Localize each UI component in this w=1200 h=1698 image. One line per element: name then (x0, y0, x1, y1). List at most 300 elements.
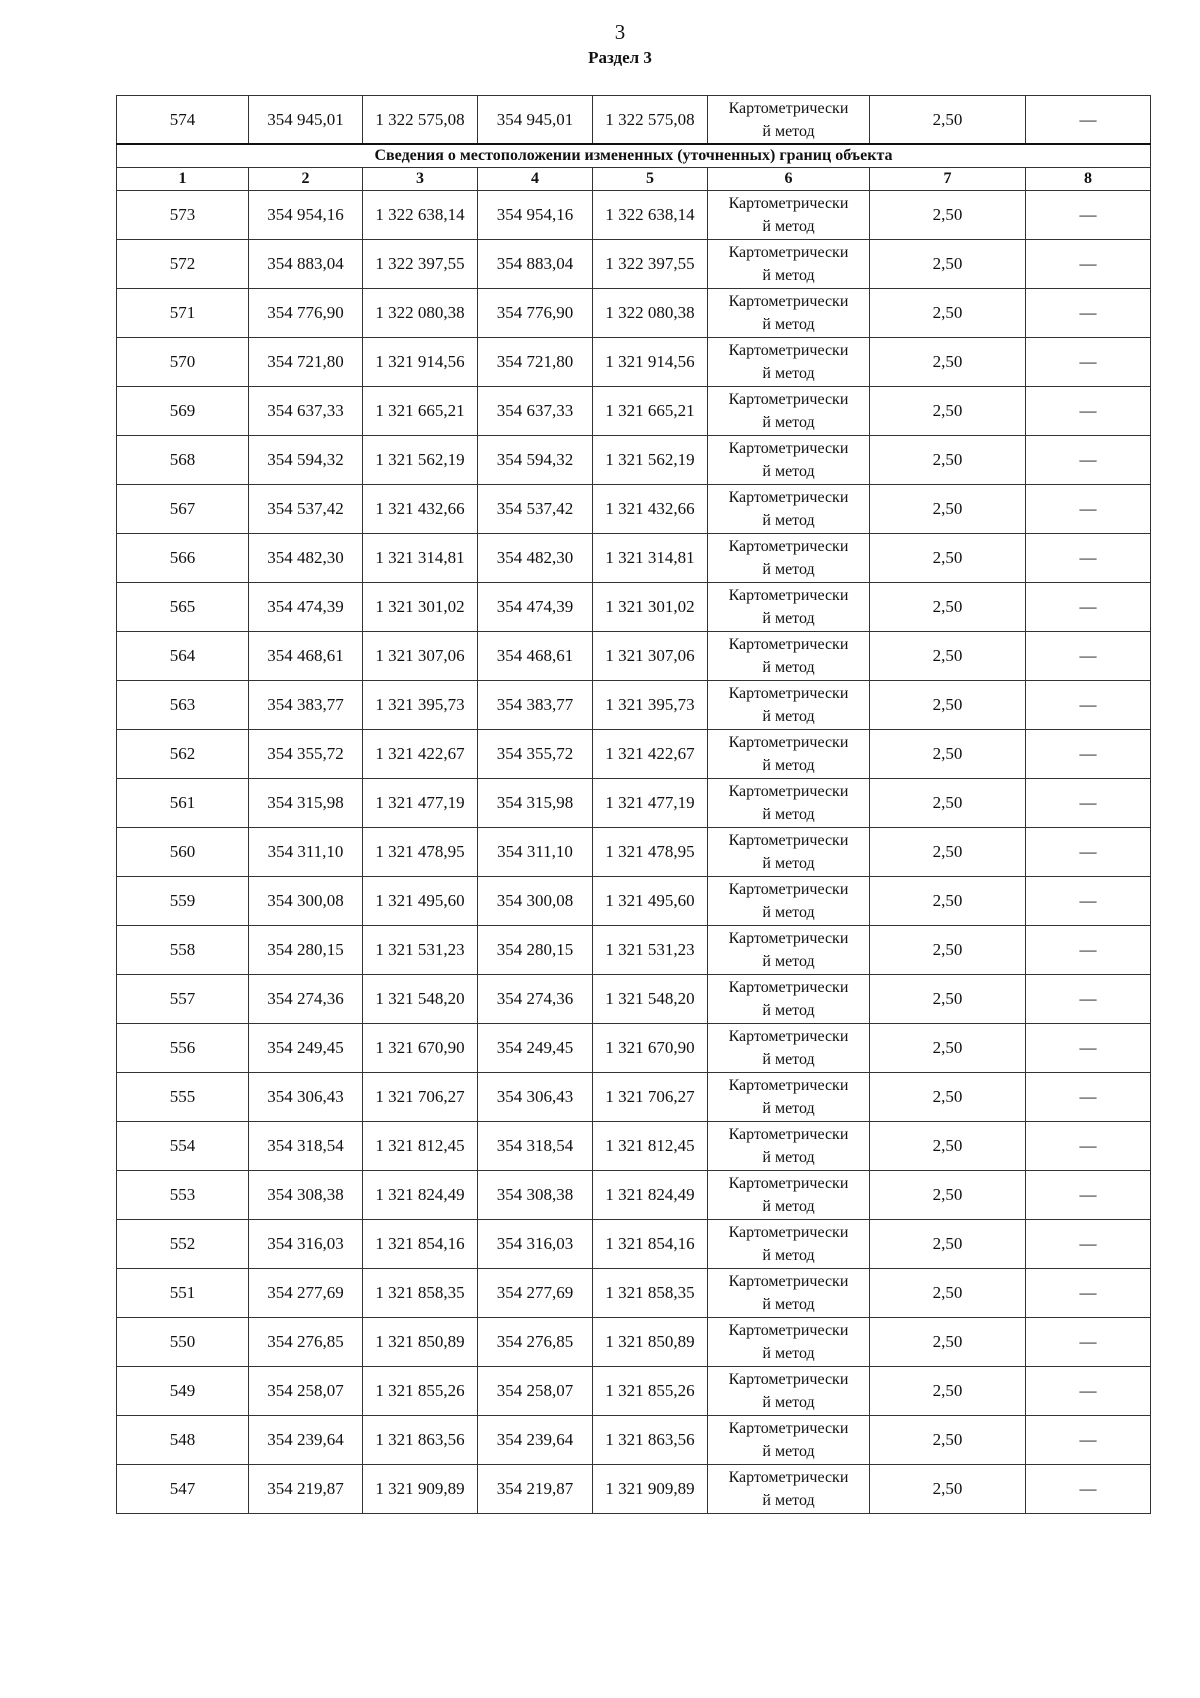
accuracy: 2,50 (870, 387, 1026, 436)
y-old: 1 322 575,08 (363, 96, 478, 145)
method-line-2: й метод (762, 904, 815, 921)
accuracy: 2,50 (870, 632, 1026, 681)
section-title: Раздел 3 (588, 48, 652, 67)
column-number: 1 (117, 168, 249, 191)
y-old: 1 321 562,19 (363, 436, 478, 485)
point-number: 551 (117, 1269, 249, 1318)
table-row (117, 779, 1151, 828)
method (708, 436, 870, 485)
point-number: 570 (117, 338, 249, 387)
x-old: 354 468,61 (249, 632, 363, 681)
note: — (1026, 828, 1151, 877)
x-new: 354 318,54 (478, 1122, 593, 1171)
table-row (117, 583, 1151, 632)
x-old: 354 355,72 (249, 730, 363, 779)
boundary-coordinates-table (116, 95, 1151, 1514)
y-old: 1 321 548,20 (363, 975, 478, 1024)
table-row (117, 387, 1151, 436)
method-line-1: Картометрически (728, 1126, 849, 1143)
x-old: 354 306,43 (249, 1073, 363, 1122)
column-number: 2 (249, 168, 363, 191)
method-line-1: Картометрически (728, 489, 849, 506)
y-new: 1 321 395,73 (593, 681, 708, 730)
accuracy: 2,50 (870, 1171, 1026, 1220)
method (708, 1220, 870, 1269)
accuracy: 2,50 (870, 96, 1026, 145)
x-old: 354 482,30 (249, 534, 363, 583)
y-new: 1 321 432,66 (593, 485, 708, 534)
method-line-2: й метод (762, 1296, 815, 1313)
note: — (1026, 240, 1151, 289)
note: — (1026, 1122, 1151, 1171)
table-row (117, 1269, 1151, 1318)
method-line-2: й метод (762, 414, 815, 431)
method-line-2: й метод (762, 1051, 815, 1068)
method (708, 1416, 870, 1465)
method-line-2: й метод (762, 1394, 815, 1411)
point-number: 567 (117, 485, 249, 534)
method (708, 240, 870, 289)
x-new: 354 482,30 (478, 534, 593, 583)
y-new: 1 321 854,16 (593, 1220, 708, 1269)
table-row (117, 1465, 1151, 1514)
note: — (1026, 730, 1151, 779)
table-row (117, 436, 1151, 485)
table-row (117, 877, 1151, 926)
accuracy: 2,50 (870, 583, 1026, 632)
y-old: 1 321 914,56 (363, 338, 478, 387)
point-number: 560 (117, 828, 249, 877)
point-number: 562 (117, 730, 249, 779)
method (708, 779, 870, 828)
method-line-1: Картометрически (728, 342, 849, 359)
method (708, 1465, 870, 1514)
y-new: 1 321 863,56 (593, 1416, 708, 1465)
method-line-1: Картометрически (728, 1077, 849, 1094)
y-new: 1 321 909,89 (593, 1465, 708, 1514)
method-line-2: й метод (762, 1198, 815, 1215)
accuracy: 2,50 (870, 779, 1026, 828)
note: — (1026, 191, 1151, 240)
accuracy: 2,50 (870, 1318, 1026, 1367)
x-new: 354 258,07 (478, 1367, 593, 1416)
method (708, 1269, 870, 1318)
x-old: 354 383,77 (249, 681, 363, 730)
table-row (117, 975, 1151, 1024)
y-new: 1 321 314,81 (593, 534, 708, 583)
accuracy: 2,50 (870, 877, 1026, 926)
x-new: 354 306,43 (478, 1073, 593, 1122)
note: — (1026, 96, 1151, 145)
y-new: 1 321 307,06 (593, 632, 708, 681)
accuracy: 2,50 (870, 191, 1026, 240)
method-line-1: Картометрически (728, 293, 849, 310)
table-caption: Сведения о местоположении измененных (уточненных) границ объекта (117, 144, 1151, 168)
table-row (117, 338, 1151, 387)
note: — (1026, 485, 1151, 534)
y-new: 1 322 638,14 (593, 191, 708, 240)
point-number: 569 (117, 387, 249, 436)
method-line-2: й метод (762, 122, 815, 140)
point-number: 561 (117, 779, 249, 828)
point-number: 549 (117, 1367, 249, 1416)
method-line-1: Картометрически (728, 1273, 849, 1290)
accuracy: 2,50 (870, 1269, 1026, 1318)
method (708, 1073, 870, 1122)
accuracy: 2,50 (870, 485, 1026, 534)
method (708, 632, 870, 681)
y-new: 1 321 478,95 (593, 828, 708, 877)
y-old: 1 321 395,73 (363, 681, 478, 730)
y-old: 1 321 909,89 (363, 1465, 478, 1514)
x-new: 354 311,10 (478, 828, 593, 877)
table-row (117, 1171, 1151, 1220)
table-row (117, 1073, 1151, 1122)
accuracy: 2,50 (870, 1367, 1026, 1416)
x-new: 354 776,90 (478, 289, 593, 338)
point-number: 550 (117, 1318, 249, 1367)
x-new: 354 945,01 (478, 96, 593, 145)
column-numbers-row (117, 168, 1151, 191)
point-number: 557 (117, 975, 249, 1024)
table-row (117, 96, 1151, 145)
y-old: 1 321 422,67 (363, 730, 478, 779)
accuracy: 2,50 (870, 338, 1026, 387)
method-line-2: й метод (762, 953, 815, 970)
method-line-2: й метод (762, 806, 815, 823)
table-row (117, 240, 1151, 289)
method-line-2: й метод (762, 1443, 815, 1460)
table-row (117, 926, 1151, 975)
x-new: 354 594,32 (478, 436, 593, 485)
column-number: 5 (593, 168, 708, 191)
method (708, 387, 870, 436)
method-line-1: Картометрически (728, 1469, 849, 1486)
table-row (117, 1122, 1151, 1171)
method (708, 191, 870, 240)
y-new: 1 321 477,19 (593, 779, 708, 828)
note: — (1026, 779, 1151, 828)
point-number: 553 (117, 1171, 249, 1220)
table-row (117, 828, 1151, 877)
method-line-2: й метод (762, 1345, 815, 1362)
y-new: 1 321 855,26 (593, 1367, 708, 1416)
method-line-1: Картометрически (728, 244, 849, 261)
method-line-1: Картометрически (728, 1028, 849, 1045)
y-old: 1 321 854,16 (363, 1220, 478, 1269)
x-old: 354 721,80 (249, 338, 363, 387)
note: — (1026, 387, 1151, 436)
method-line-2: й метод (762, 512, 815, 529)
y-old: 1 321 665,21 (363, 387, 478, 436)
x-new: 354 308,38 (478, 1171, 593, 1220)
point-number: 555 (117, 1073, 249, 1122)
note: — (1026, 534, 1151, 583)
method (708, 1122, 870, 1171)
x-new: 354 249,45 (478, 1024, 593, 1073)
column-number: 3 (363, 168, 478, 191)
y-new: 1 321 812,45 (593, 1122, 708, 1171)
x-old: 354 637,33 (249, 387, 363, 436)
method-line-2: й метод (762, 757, 815, 774)
point-number: 572 (117, 240, 249, 289)
x-old: 354 300,08 (249, 877, 363, 926)
accuracy: 2,50 (870, 828, 1026, 877)
method-line-1: Картометрически (728, 391, 849, 408)
y-new: 1 321 422,67 (593, 730, 708, 779)
point-number: 559 (117, 877, 249, 926)
accuracy: 2,50 (870, 1416, 1026, 1465)
method-line-1: Картометрически (728, 636, 849, 653)
accuracy: 2,50 (870, 1024, 1026, 1073)
method (708, 828, 870, 877)
method-line-1: Картометрически (728, 685, 849, 702)
x-old: 354 318,54 (249, 1122, 363, 1171)
method (708, 926, 870, 975)
y-new: 1 322 397,55 (593, 240, 708, 289)
table-row (117, 485, 1151, 534)
point-number: 558 (117, 926, 249, 975)
x-new: 354 637,33 (478, 387, 593, 436)
point-number: 566 (117, 534, 249, 583)
note: — (1026, 926, 1151, 975)
x-old: 354 315,98 (249, 779, 363, 828)
note: — (1026, 1318, 1151, 1367)
table-row (117, 191, 1151, 240)
accuracy: 2,50 (870, 1465, 1026, 1514)
point-number: 573 (117, 191, 249, 240)
y-old: 1 321 824,49 (363, 1171, 478, 1220)
y-new: 1 321 914,56 (593, 338, 708, 387)
method-line-1: Картометрически (728, 1420, 849, 1437)
accuracy: 2,50 (870, 289, 1026, 338)
point-number: 563 (117, 681, 249, 730)
x-old: 354 308,38 (249, 1171, 363, 1220)
y-new: 1 321 531,23 (593, 926, 708, 975)
x-old: 354 594,32 (249, 436, 363, 485)
method-line-1: Картометрически (728, 1371, 849, 1388)
x-old: 354 945,01 (249, 96, 363, 145)
y-old: 1 321 812,45 (363, 1122, 478, 1171)
x-old: 354 274,36 (249, 975, 363, 1024)
y-old: 1 321 432,66 (363, 485, 478, 534)
accuracy: 2,50 (870, 1122, 1026, 1171)
method-line-1: Картометрически (728, 195, 849, 212)
accuracy: 2,50 (870, 975, 1026, 1024)
y-old: 1 321 706,27 (363, 1073, 478, 1122)
method (708, 1318, 870, 1367)
x-old: 354 258,07 (249, 1367, 363, 1416)
table-row (117, 681, 1151, 730)
x-new: 354 355,72 (478, 730, 593, 779)
note: — (1026, 632, 1151, 681)
y-new: 1 322 080,38 (593, 289, 708, 338)
x-new: 354 468,61 (478, 632, 593, 681)
table-row (117, 1416, 1151, 1465)
y-new: 1 321 858,35 (593, 1269, 708, 1318)
x-old: 354 219,87 (249, 1465, 363, 1514)
table-row (117, 534, 1151, 583)
y-new: 1 321 562,19 (593, 436, 708, 485)
method-line-1: Картометрически (728, 538, 849, 555)
method-line-2: й метод (762, 1149, 815, 1166)
note: — (1026, 1416, 1151, 1465)
x-new: 354 315,98 (478, 779, 593, 828)
point-number: 554 (117, 1122, 249, 1171)
point-number: 556 (117, 1024, 249, 1073)
method-line-1: Картометрически (728, 99, 849, 117)
y-new: 1 321 670,90 (593, 1024, 708, 1073)
column-number: 6 (708, 168, 870, 191)
y-new: 1 321 665,21 (593, 387, 708, 436)
method-line-1: Картометрически (728, 587, 849, 604)
x-old: 354 474,39 (249, 583, 363, 632)
y-old: 1 321 478,95 (363, 828, 478, 877)
note: — (1026, 1024, 1151, 1073)
x-old: 354 276,85 (249, 1318, 363, 1367)
x-old: 354 249,45 (249, 1024, 363, 1073)
y-new: 1 321 706,27 (593, 1073, 708, 1122)
x-old: 354 239,64 (249, 1416, 363, 1465)
method-line-1: Картометрически (728, 783, 849, 800)
method-line-2: й метод (762, 1247, 815, 1264)
note: — (1026, 1220, 1151, 1269)
method (708, 534, 870, 583)
note: — (1026, 583, 1151, 632)
method-line-2: й метод (762, 1100, 815, 1117)
method-line-2: й метод (762, 267, 815, 284)
point-number: 552 (117, 1220, 249, 1269)
accuracy: 2,50 (870, 436, 1026, 485)
method-line-2: й метод (762, 463, 815, 480)
x-new: 354 274,36 (478, 975, 593, 1024)
y-new: 1 321 495,60 (593, 877, 708, 926)
note: — (1026, 1465, 1151, 1514)
x-old: 354 883,04 (249, 240, 363, 289)
point-number: 548 (117, 1416, 249, 1465)
point-number: 565 (117, 583, 249, 632)
point-number: 547 (117, 1465, 249, 1514)
note: — (1026, 289, 1151, 338)
y-old: 1 322 080,38 (363, 289, 478, 338)
method-line-1: Картометрически (728, 979, 849, 996)
x-old: 354 954,16 (249, 191, 363, 240)
x-new: 354 316,03 (478, 1220, 593, 1269)
method-line-1: Картометрически (728, 1175, 849, 1192)
note: — (1026, 877, 1151, 926)
method-line-1: Картометрически (728, 881, 849, 898)
table-row (117, 289, 1151, 338)
point-number: 571 (117, 289, 249, 338)
method (708, 877, 870, 926)
method-line-1: Картометрически (728, 440, 849, 457)
method-line-2: й метод (762, 1002, 815, 1019)
accuracy: 2,50 (870, 1220, 1026, 1269)
accuracy: 2,50 (870, 240, 1026, 289)
note: — (1026, 1171, 1151, 1220)
method (708, 485, 870, 534)
accuracy: 2,50 (870, 681, 1026, 730)
accuracy: 2,50 (870, 534, 1026, 583)
x-new: 354 239,64 (478, 1416, 593, 1465)
x-new: 354 280,15 (478, 926, 593, 975)
y-new: 1 321 548,20 (593, 975, 708, 1024)
y-old: 1 321 855,26 (363, 1367, 478, 1416)
note: — (1026, 1269, 1151, 1318)
method-line-1: Картометрически (728, 1322, 849, 1339)
method-line-2: й метод (762, 218, 815, 235)
method (708, 583, 870, 632)
table-row (117, 1024, 1151, 1073)
method (708, 338, 870, 387)
method-line-2: й метод (762, 610, 815, 627)
table-row (117, 1220, 1151, 1269)
x-new: 354 219,87 (478, 1465, 593, 1514)
method-line-2: й метод (762, 659, 815, 676)
method-line-1: Картометрически (728, 930, 849, 947)
method-line-2: й метод (762, 561, 815, 578)
y-old: 1 321 531,23 (363, 926, 478, 975)
y-old: 1 321 307,06 (363, 632, 478, 681)
y-old: 1 321 314,81 (363, 534, 478, 583)
table-row (117, 730, 1151, 779)
y-old: 1 321 495,60 (363, 877, 478, 926)
column-number: 8 (1026, 168, 1151, 191)
accuracy: 2,50 (870, 730, 1026, 779)
x-new: 354 537,42 (478, 485, 593, 534)
method-line-2: й метод (762, 316, 815, 333)
note: — (1026, 1073, 1151, 1122)
page-number: 3 (614, 20, 626, 44)
method (708, 1171, 870, 1220)
note: — (1026, 975, 1151, 1024)
method (708, 1024, 870, 1073)
column-number: 7 (870, 168, 1026, 191)
x-new: 354 474,39 (478, 583, 593, 632)
point-number: 574 (117, 96, 249, 145)
table-row (117, 1367, 1151, 1416)
note: — (1026, 338, 1151, 387)
table-row (117, 1318, 1151, 1367)
note: — (1026, 1367, 1151, 1416)
method (708, 96, 870, 145)
y-new: 1 321 850,89 (593, 1318, 708, 1367)
accuracy: 2,50 (870, 1073, 1026, 1122)
y-old: 1 321 863,56 (363, 1416, 478, 1465)
table-caption-row (117, 144, 1151, 168)
x-new: 354 883,04 (478, 240, 593, 289)
x-new: 354 954,16 (478, 191, 593, 240)
y-old: 1 321 301,02 (363, 583, 478, 632)
note: — (1026, 681, 1151, 730)
method-line-2: й метод (762, 708, 815, 725)
y-old: 1 322 397,55 (363, 240, 478, 289)
x-old: 354 311,10 (249, 828, 363, 877)
x-new: 354 383,77 (478, 681, 593, 730)
method-line-1: Картометрически (728, 1224, 849, 1241)
method (708, 289, 870, 338)
x-old: 354 280,15 (249, 926, 363, 975)
method (708, 975, 870, 1024)
x-new: 354 300,08 (478, 877, 593, 926)
y-new: 1 322 575,08 (593, 96, 708, 145)
x-new: 354 277,69 (478, 1269, 593, 1318)
y-old: 1 321 850,89 (363, 1318, 478, 1367)
method-line-2: й метод (762, 855, 815, 872)
y-old: 1 321 670,90 (363, 1024, 478, 1073)
y-old: 1 321 858,35 (363, 1269, 478, 1318)
y-new: 1 321 301,02 (593, 583, 708, 632)
